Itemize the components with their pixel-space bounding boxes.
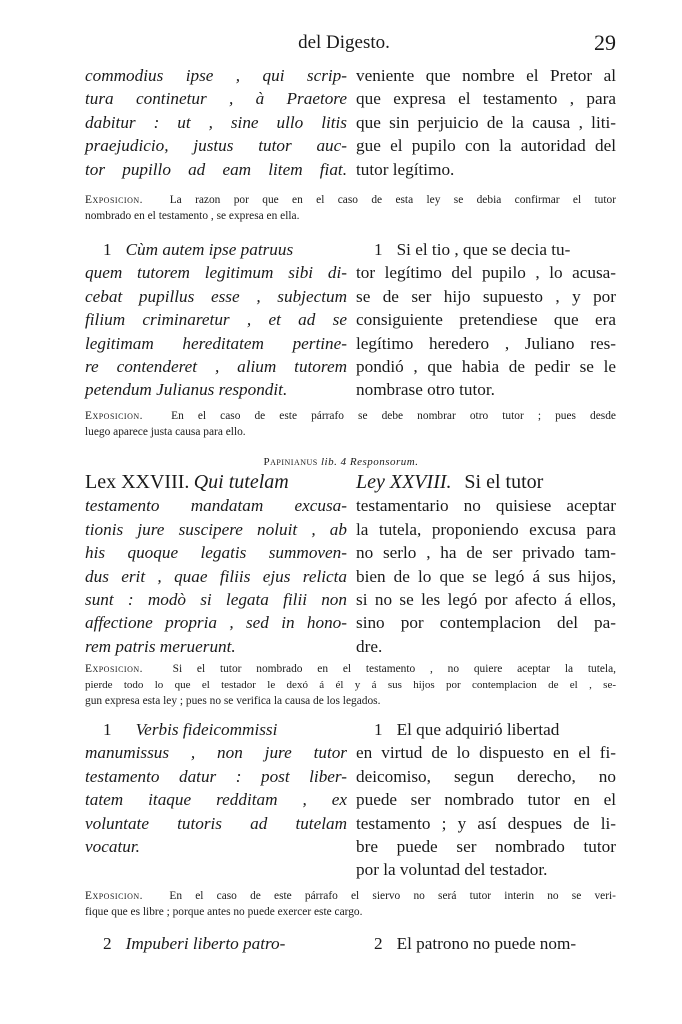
latin-text: Qui tutelam [193, 471, 289, 493]
spanish-line: en virtud de lo dispuesto en el fi- [356, 743, 616, 763]
latin-text: Cùm autem ipse patruus [125, 240, 294, 259]
source-caption [0, 456, 682, 468]
latin-line: cebat pupillus esse , subjectum [85, 286, 347, 306]
exposition-2 [85, 408, 616, 440]
exposition-label: Exposicion. [85, 410, 143, 422]
paragraph-number: 1 [103, 240, 112, 259]
spanish-text: El que adquirió libertad [396, 720, 560, 739]
paragraph-number: 2 [374, 934, 383, 953]
exposition-4 [85, 888, 616, 920]
latin-line: tionis jure suscipere noluit , ab [85, 519, 347, 539]
spanish-text: El patrono no puede nom- [396, 934, 577, 953]
caption-work: lib. 4 Responsorum. [320, 456, 419, 468]
exposition-label: Exposicion. [85, 890, 143, 902]
exposition-3 [85, 661, 616, 709]
latin-line: legitimam hereditatem pertine- [85, 333, 347, 353]
spanish-line: se de ser hijo supuesto , y por [356, 286, 616, 306]
exposition-line: gun expresa esta ley ; pues no se verifica la causa de los legados. [85, 695, 381, 707]
spanish-line: legítimo heredero , Juliano res- [356, 333, 616, 353]
latin-line: dabitur : ut , sine ullo litis [85, 112, 347, 132]
exposition-text: Si el tutor nombrado en el testamento , no quiere aceptar la tutela, [172, 663, 616, 675]
exposition-1 [85, 192, 616, 224]
spanish-line: tutor legítimo. [356, 159, 455, 179]
exposition-line [85, 661, 616, 677]
paragraph-number: 1 [374, 240, 383, 259]
spanish-line: bre puede ser nombrado tutor [356, 837, 616, 857]
latin-column [85, 238, 347, 402]
spanish-text: Si el tio , que se decia tu- [396, 240, 571, 259]
latin-column [85, 932, 347, 955]
paragraph-number: 1 [374, 720, 383, 739]
latin-text: Verbis fideicommissi [135, 720, 278, 739]
latin-line: tura continetur , à Praetore [85, 89, 347, 109]
exposition-label: Exposicion. [85, 663, 143, 675]
latin-column [85, 718, 347, 882]
spanish-line: testamento ; y así despues de li- [356, 813, 616, 833]
latin-line: quem tutorem legitimum sibi di- [85, 263, 347, 283]
paragraph-number: 2 [103, 934, 112, 953]
spanish-text: Si el tutor [464, 471, 544, 493]
spanish-line: si no se les legó por afecto á ellos, [356, 590, 616, 610]
spanish-line [356, 471, 616, 494]
text-block-5 [85, 932, 616, 955]
exposition-line: fique que es libre ; porque antes no puede exercer este cargo. [85, 906, 363, 918]
spanish-line: no serlo , ha de ser privado tam- [356, 543, 616, 563]
latin-line: praejudicio, justus tutor auc- [85, 136, 347, 156]
spanish-line: deicomiso, segun derecho, no [356, 766, 616, 786]
text-block-3 [85, 471, 616, 658]
latin-line: sunt : modò si legata filii non [85, 590, 347, 610]
exposition-line [85, 408, 616, 424]
spanish-line: veniente que nombre el Pretor al [356, 66, 616, 85]
latin-column [85, 471, 347, 658]
spanish-column [356, 471, 616, 658]
spanish-line: consiguiente pretendiese que era [356, 310, 616, 330]
spanish-line [356, 932, 616, 955]
spanish-line: la tutela, proponiendo excusa para [356, 519, 616, 539]
spanish-line: tor legítimo del pupilo , lo acusa- [356, 263, 616, 283]
page-header [72, 30, 616, 60]
latin-text: Impuberi liberto patro- [125, 934, 286, 953]
spanish-line: sino por contemplacion del pa- [356, 613, 616, 633]
law-heading: Ley XXVIII. [356, 471, 452, 493]
latin-line: testamento datur : post liber- [85, 766, 347, 786]
spanish-line: nombrase otro tutor. [356, 380, 495, 400]
caption-author: Papinianus [263, 456, 318, 468]
latin-line [85, 718, 347, 741]
spanish-line [356, 718, 616, 741]
latin-line: filium criminaretur , et ad se [85, 310, 347, 330]
latin-column [85, 64, 347, 181]
exposition-line: nombrado en el testamento , se expresa en ella. [85, 210, 300, 222]
spanish-column [356, 64, 616, 181]
exposition-line: luego aparece justa causa para ello. [85, 426, 246, 438]
latin-line: re contenderet , alium tutorem [85, 357, 347, 377]
latin-line: manumissus , non jure tutor [85, 743, 347, 763]
latin-line: voluntate tutoris ad tutelam [85, 813, 347, 833]
spanish-line: pondió , que habia de pedir se le [356, 357, 616, 377]
latin-line [85, 471, 347, 494]
text-block-4 [85, 718, 616, 882]
latin-line: testamento mandatam excusa- [85, 496, 347, 516]
spanish-line: por la voluntad del testador. [356, 860, 548, 880]
spanish-line: testamentario no quisiese aceptar [356, 496, 616, 516]
exposition-text: En el caso de este párrafo se debe nombrar otro tutor ; pues desde [171, 410, 616, 422]
spanish-line: dre. [356, 636, 383, 656]
latin-line: vocatur. [85, 837, 140, 857]
spanish-line: gue el pupilo con la autoridad del [356, 136, 616, 156]
exposition-text: En el caso de este párrafo el siervo no será tutor interin no se veri- [169, 890, 616, 902]
latin-line: affectione propria , sed in hono- [85, 613, 347, 633]
spanish-line: puede ser nombrado tutor en el [356, 790, 616, 810]
spanish-column [356, 932, 616, 955]
text-block-2 [85, 238, 616, 402]
latin-line [85, 932, 347, 955]
page-number: 29 [594, 30, 616, 55]
latin-line [85, 238, 347, 261]
latin-line: dus erit , quae filiis ejus relicta [85, 566, 347, 586]
paragraph-number: 1 [103, 720, 112, 739]
latin-line: commodius ipse , qui scrip- [85, 66, 347, 85]
running-title: del Digesto. [298, 32, 390, 53]
spanish-line: que sin perjuicio de la causa , liti- [356, 112, 616, 132]
latin-line: petendum Julianus respondit. [85, 380, 288, 400]
latin-line: tor pupillo ad eam litem fiat. [85, 159, 347, 179]
latin-line: his quoque legatis summoven- [85, 543, 347, 563]
latin-line: tatem itaque redditam , ex [85, 790, 347, 810]
spanish-line [356, 238, 616, 261]
spanish-line: bien de lo que se legó á sus hijos, [356, 566, 616, 586]
spanish-line: que expresa el testamento , para [356, 89, 616, 109]
text-block-1 [85, 64, 616, 181]
spanish-column [356, 238, 616, 402]
exposition-line [85, 888, 616, 904]
law-heading: Lex XXVIII. [85, 471, 190, 493]
latin-line: rem patris meruerunt. [85, 636, 236, 656]
exposition-line [85, 192, 616, 208]
exposition-line: pierde todo lo que el testador le dexó á él y á sus hijos por contemplacion de el , se- [85, 679, 616, 691]
exposition-label: Exposicion. [85, 194, 143, 206]
spanish-column [356, 718, 616, 882]
exposition-text: La razon por que en el caso de esta ley se debia confirmar el tutor [169, 194, 616, 206]
